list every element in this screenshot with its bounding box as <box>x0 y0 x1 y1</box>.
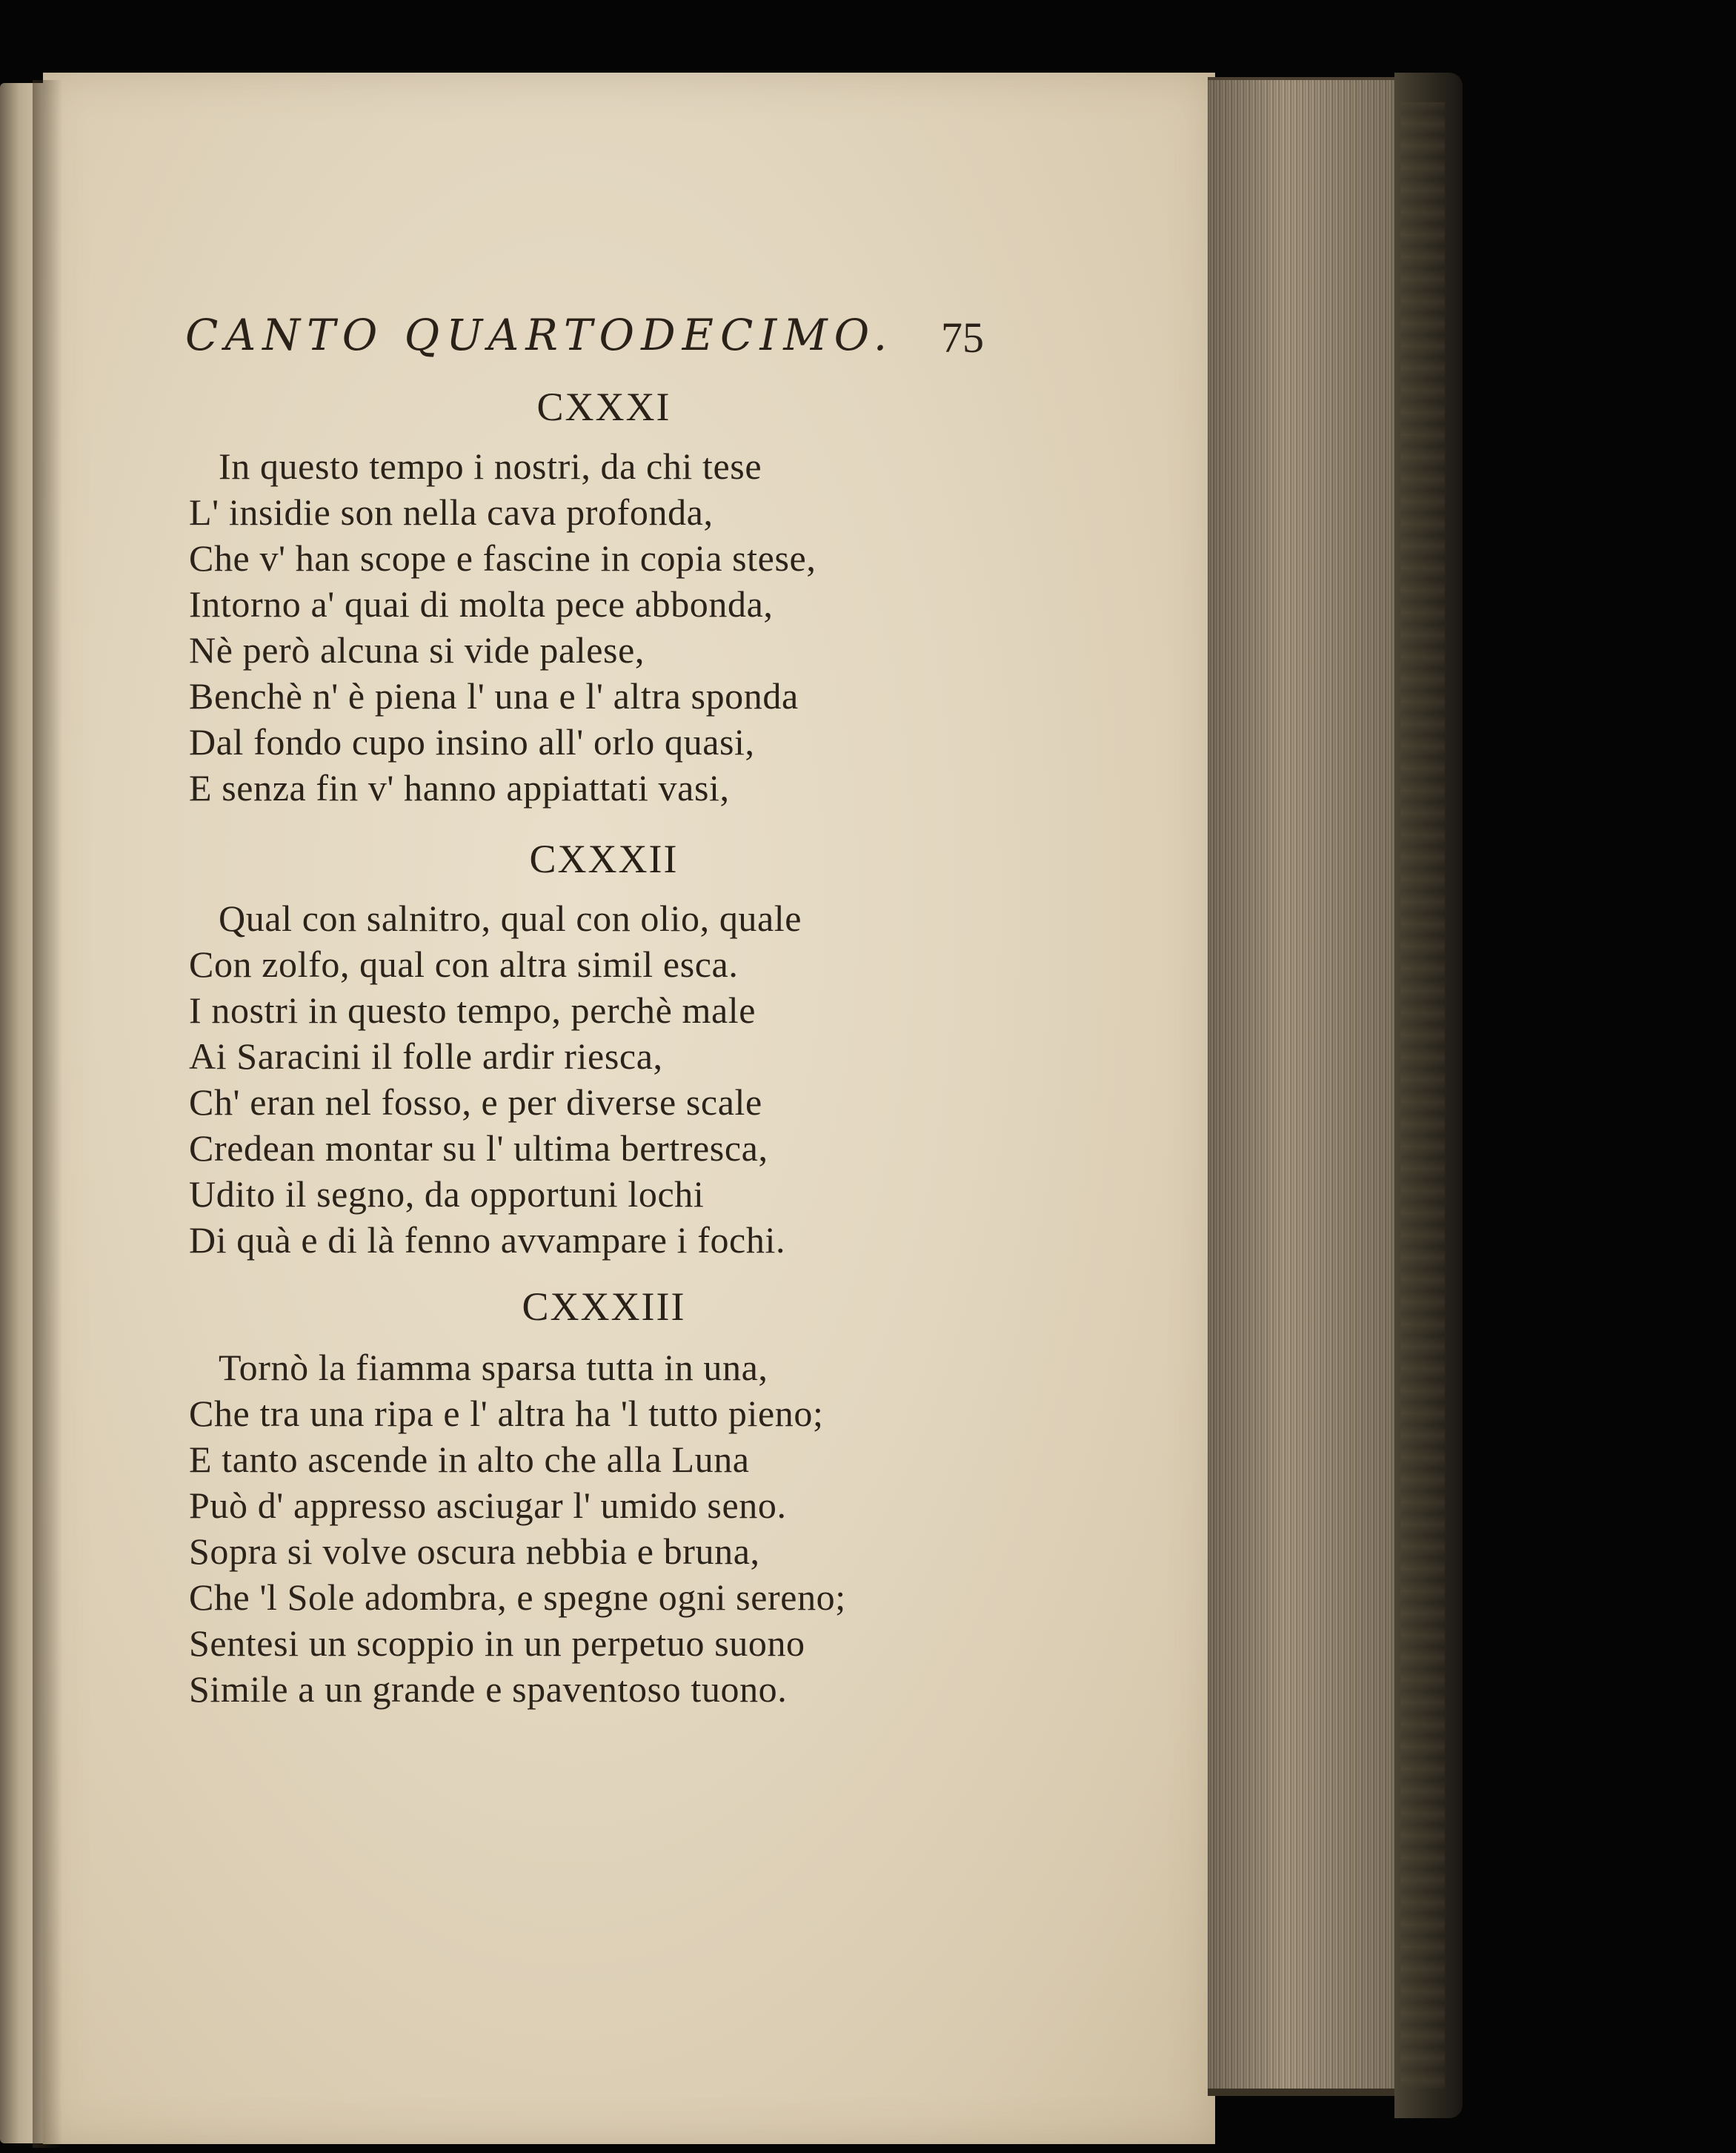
verse-line: E senza fin v' hanno appiattati vasi, <box>189 767 730 809</box>
verse-line: Nè però alcuna si vide palese, <box>189 629 645 671</box>
verse-line: Che tra una ripa e l' altra ha 'l tutto pieno; <box>189 1393 824 1434</box>
stanza-number: CXXXII <box>529 837 679 881</box>
verse-line: Dal fondo cupo insino all' orlo quasi, <box>189 721 755 763</box>
verse-line: Sentesi un scoppio in un perpetuo suono <box>189 1622 805 1664</box>
verse-line: Intorno a' quai di molta pece abbonda, <box>189 583 774 625</box>
book-cover <box>1394 73 1463 2118</box>
verse-line: Benchè n' è piena l' una e l' altra sponda <box>189 675 799 717</box>
verse-line: Che 'l Sole adombra, e spegne ogni sereno; <box>189 1576 846 1618</box>
verse-line: Tornò la fiamma sparsa tutta in una, <box>219 1347 768 1388</box>
gutter-shadow <box>33 80 62 2148</box>
verse-line: Ai Saracini il folle ardir riesca, <box>189 1035 663 1077</box>
page-number: 75 <box>941 314 984 362</box>
verse-line: Può d' appresso asciugar l' umido seno. <box>189 1484 787 1526</box>
verse-line: Sopra si volve oscura nebbia e bruna, <box>189 1530 760 1572</box>
page-header <box>185 310 1030 369</box>
verse-line: Udito il segno, da opportuni lochi <box>189 1173 705 1215</box>
verse-line: E tanto ascende in alto che alla Luna <box>189 1439 750 1480</box>
verse-line: Qual con salnitro, qual con olio, quale <box>219 898 802 939</box>
stanza-number: CXXXI <box>536 385 671 429</box>
verse-line: Simile a un grande e spaventoso tuono. <box>189 1668 788 1710</box>
verse-line: Ch' eran nel fosso, e per diverse scale <box>189 1081 762 1123</box>
page-block-edges <box>1208 77 1399 2096</box>
verse-line: Che v' han scope e fascine in copia stese, <box>189 537 817 579</box>
stanza-number: CXXXIII <box>522 1284 686 1329</box>
verse-line: I nostri in questo tempo, perchè male <box>189 989 756 1031</box>
running-head: CANTO QUARTODECIMO. <box>185 310 894 360</box>
verse-line: Credean montar su l' ultima bertresca, <box>189 1127 768 1169</box>
verse-line: Con zolfo, qual con altra simil esca. <box>189 943 739 985</box>
verse-line: L' insidie son nella cava profonda, <box>189 491 714 533</box>
verse-line: Di quà e di là fenno avvampare i fochi. <box>189 1219 786 1261</box>
verse-line: In questo tempo i nostri, da chi tese <box>219 445 762 487</box>
